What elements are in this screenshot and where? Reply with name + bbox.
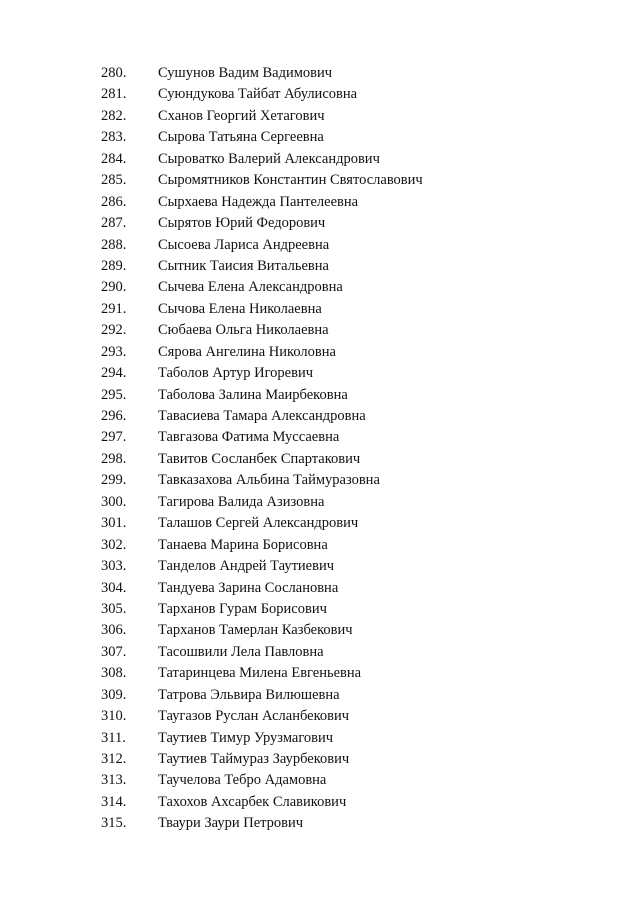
list-item xyxy=(0,556,640,577)
item-number: 308. xyxy=(101,665,127,682)
list-item xyxy=(0,770,640,791)
item-name: Таутиев Таймураз Заурбекович xyxy=(158,751,350,767)
item-number: 314. xyxy=(101,793,127,810)
list-item xyxy=(0,749,640,770)
list-item xyxy=(0,84,640,105)
item-number: 298. xyxy=(101,450,127,467)
item-number: 286. xyxy=(101,193,127,210)
list-item xyxy=(0,127,640,148)
item-name: Сярова Ангелина Николовна xyxy=(158,343,336,360)
list-item xyxy=(0,620,640,641)
item-number: 299. xyxy=(101,472,127,489)
item-name: Тавитов Сосланбек Спартакович xyxy=(158,450,361,467)
item-number: 294. xyxy=(101,365,127,382)
item-name: Сысоева Лариса Андреевна xyxy=(158,236,330,253)
item-name: Талашов Сергей Александрович xyxy=(158,515,359,532)
item-name: Сыроватко Валерий Александрович xyxy=(158,150,380,167)
item-number: 306. xyxy=(101,622,127,639)
list-item xyxy=(0,277,640,298)
list-item xyxy=(0,535,640,556)
item-name: Тавасиева Тамара Александровна xyxy=(158,408,366,424)
item-name: Сычева Елена Александровна xyxy=(158,279,343,296)
item-number: 310. xyxy=(101,708,127,725)
item-number: 313. xyxy=(101,772,127,789)
item-number: 281. xyxy=(101,86,127,103)
name-list xyxy=(0,63,640,835)
item-number: 287. xyxy=(101,215,127,232)
item-name: Таболова Залина Маирбековна xyxy=(158,386,348,403)
item-name: Сырхаева Надежда Пантелеевна xyxy=(158,193,359,210)
item-name: Тваури Заури Петрович xyxy=(158,815,304,832)
item-number: 283. xyxy=(101,129,127,146)
item-number: 291. xyxy=(101,300,127,317)
list-item xyxy=(0,192,640,213)
item-name: Тавказахова Альбина Таймуразовна xyxy=(158,472,380,489)
item-number: 304. xyxy=(101,579,127,596)
list-item xyxy=(0,235,640,256)
list-item xyxy=(0,63,640,84)
item-number: 297. xyxy=(101,429,127,446)
item-name: Сырятов Юрий Федорович xyxy=(158,215,326,232)
list-item xyxy=(0,149,640,170)
item-number: 303. xyxy=(101,558,127,575)
list-item xyxy=(0,578,640,599)
list-item xyxy=(0,599,640,620)
item-name: Тандуева Зарина Сослановна xyxy=(158,579,339,596)
item-name: Танаева Марина Борисовна xyxy=(158,536,328,553)
item-name: Тасошвили Лела Павловна xyxy=(158,643,324,660)
item-name: Тарханов Тамерлан Казбекович xyxy=(158,622,353,639)
item-name: Тагирова Валида Азизовна xyxy=(158,493,325,510)
item-number: 311. xyxy=(101,729,126,746)
item-name: Сушунов Вадим Вадимович xyxy=(158,65,333,81)
item-number: 309. xyxy=(101,686,127,703)
list-item xyxy=(0,470,640,491)
list-item xyxy=(0,363,640,384)
item-name: Сханов Георгий Хетагович xyxy=(158,107,325,124)
item-number: 315. xyxy=(101,815,127,832)
item-number: 307. xyxy=(101,643,127,660)
item-name: Сыромятников Константин Святославович xyxy=(158,172,423,189)
item-name: Суюндукова Тайбат Абулисовна xyxy=(158,86,358,103)
item-number: 293. xyxy=(101,343,127,360)
item-number: 282. xyxy=(101,107,127,124)
item-name: Тавгазова Фатима Муссаевна xyxy=(158,429,340,446)
item-name: Таутиев Тимур Урузмагович xyxy=(158,729,334,746)
list-item xyxy=(0,642,640,663)
item-number: 296. xyxy=(101,408,127,424)
item-name: Сытник Таисия Витальевна xyxy=(158,257,329,274)
item-number: 284. xyxy=(101,150,127,167)
item-name: Таугазов Руслан Асланбекович xyxy=(158,708,350,725)
list-item xyxy=(0,792,640,813)
list-item xyxy=(0,449,640,470)
list-item xyxy=(0,406,640,427)
item-number: 301. xyxy=(101,515,127,532)
list-item xyxy=(0,106,640,127)
item-number: 302. xyxy=(101,536,127,553)
list-item xyxy=(0,513,640,534)
list-item xyxy=(0,663,640,684)
item-name: Тахохов Ахсарбек Славикович xyxy=(158,793,347,810)
item-number: 288. xyxy=(101,236,127,253)
item-name: Сюбаева Ольга Николаевна xyxy=(158,322,329,339)
item-name: Сычова Елена Николаевна xyxy=(158,300,322,317)
item-name: Танделов Андрей Таутиевич xyxy=(158,558,335,575)
item-number: 285. xyxy=(101,172,127,189)
item-name: Таболов Артур Игоревич xyxy=(158,365,314,382)
list-item xyxy=(0,170,640,191)
list-item xyxy=(0,492,640,513)
item-number: 292. xyxy=(101,322,127,339)
list-item xyxy=(0,385,640,406)
item-number: 290. xyxy=(101,279,127,296)
item-number: 300. xyxy=(101,493,127,510)
item-name: Сырова Татьяна Сергеевна xyxy=(158,129,324,146)
list-item xyxy=(0,342,640,363)
list-item xyxy=(0,813,640,834)
item-name: Тарханов Гурам Борисович xyxy=(158,600,327,617)
list-item xyxy=(0,728,640,749)
item-number: 305. xyxy=(101,600,127,617)
list-item xyxy=(0,427,640,448)
item-number: 289. xyxy=(101,257,127,274)
list-item xyxy=(0,320,640,341)
item-name: Таучелова Тебро Адамовна xyxy=(158,772,327,789)
item-number: 295. xyxy=(101,386,127,403)
list-item xyxy=(0,256,640,277)
list-item xyxy=(0,706,640,727)
list-item xyxy=(0,213,640,234)
item-number: 312. xyxy=(101,751,127,767)
item-name: Татрова Эльвира Вилюшевна xyxy=(158,686,340,703)
list-item xyxy=(0,299,640,320)
list-item xyxy=(0,685,640,706)
item-name: Татаринцева Милена Евгеньевна xyxy=(158,665,362,682)
item-number: 280. xyxy=(101,65,127,81)
